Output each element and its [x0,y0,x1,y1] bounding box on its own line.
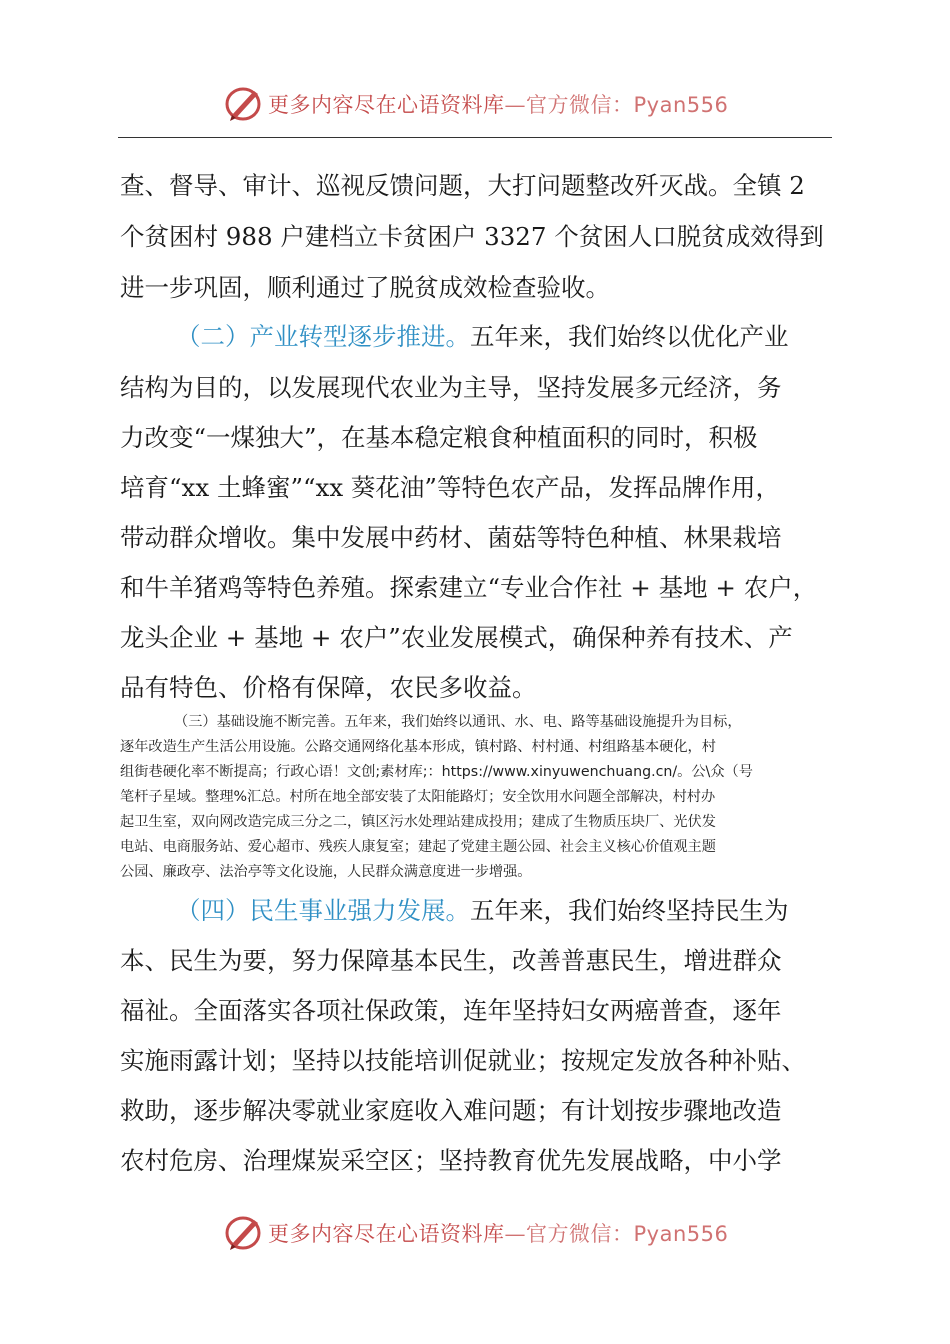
text-line: 本、民生为要，努力保障基本民生，改善普惠民生，增进群众 [120,946,782,975]
text-line: 公园、廉政亭、法治亭等文化设施，人民群众满意度进一步增强。 [120,864,532,880]
text-line: 查、督导、审计、巡视反馈问题，大打问题整改歼灭战。全镇 2 [120,171,805,200]
text-line: 带动群众增收。集中发展中药材、菌菇等特色种植、林果栽培 [120,523,782,552]
text-line: 电站、电商服务站、爱心超市、残疾人康复室；建起了党建主题公园、社会主义核心价值观主题 [120,839,716,855]
header-divider [118,137,832,138]
pen-logo-icon [224,85,264,123]
text-line: 力改变“一煤独大”，在基本稳定粮食种植面积的同时，积极 [120,423,758,452]
text-line: 个贫困村 988 户建档立卡贫困户 3327 个贫困人口脱贫成效得到 [120,222,824,251]
text-line: 品有特色、价格有保障，农民多收益。 [120,673,537,702]
text-line: 进一步巩固，顺利通过了脱贫成效检查验收。 [120,273,610,302]
text-line: 逐年改造生产生活公用设施。公路交通网络化基本形成，镇村路、村村通、村组路基本硬化，村 [120,739,716,755]
watermark-text-wechat: —官方微信： [504,1222,634,1246]
text-line: 组街巷硬化率不断提高；行政心语！文创;素材库;：https://www.xinyuwenchuang.cn/。公\众（号 [120,764,753,780]
header-watermark [0,81,950,125]
text-line [176,322,789,352]
text-span: 五年来，我们始终坚持民生为 [470,896,789,925]
pen-logo-icon [224,1214,264,1252]
text-line: 龙头企业 + 基地 + 农户”农业发展模式，确保种养有技术、产 [120,623,793,652]
text-line: 救助，逐步解决零就业家庭收入难问题；有计划按步骤地改造 [120,1096,782,1125]
text-line: 和牛羊猪鸡等特色养殖。探索建立“专业合作社 + 基地 + 农户， [120,573,818,602]
watermark-text-id: Pyan556 [633,1222,729,1246]
text-line: （三）基础设施不断完善。五年来，我们始终以通讯、水、电、路等基础设施提升为目标， [174,714,742,730]
text-line: 结构为目的，以发展现代农业为主导，坚持发展多元经济，务 [120,373,782,402]
text-line: 农村危房、治理煤炭采空区；坚持教育优先发展战略，中小学 [120,1146,782,1175]
text-line: 培育“xx 土蜂蜜”“xx 葵花油”等特色农产品，发挥品牌作用， [120,473,780,502]
text-line: 笔杆子星域。整理%汇总。村所在地全部安装了太阳能路灯；安全饮用水问题全部解决，村村办 [120,789,716,805]
watermark-text-main: 更多内容尽在心语资料库 [268,1222,505,1246]
watermark-text-main: 更多内容尽在心语资料库 [268,93,505,117]
text-line: 起卫生室，双向网改造完成三分之二，镇区污水处理站建成投用；建成了生物质压块厂、光伏发 [120,814,716,830]
section-heading-2: （二）产业转型逐步推进。 [176,322,470,351]
text-line: 实施雨露计划；坚持以技能培训促就业；按规定发放各种补贴、 [120,1046,806,1075]
section-heading-4: （四）民生事业强力发展。 [176,896,470,925]
text-line [176,896,789,926]
footer-watermark [0,1210,950,1254]
text-line: 福祉。全面落实各项社保政策，连年坚持妇女两癌普查，逐年 [120,996,782,1025]
watermark-text-id: Pyan556 [633,93,729,117]
watermark-text-wechat: —官方微信： [504,93,634,117]
text-span: 五年来，我们始终以优化产业 [470,322,789,351]
